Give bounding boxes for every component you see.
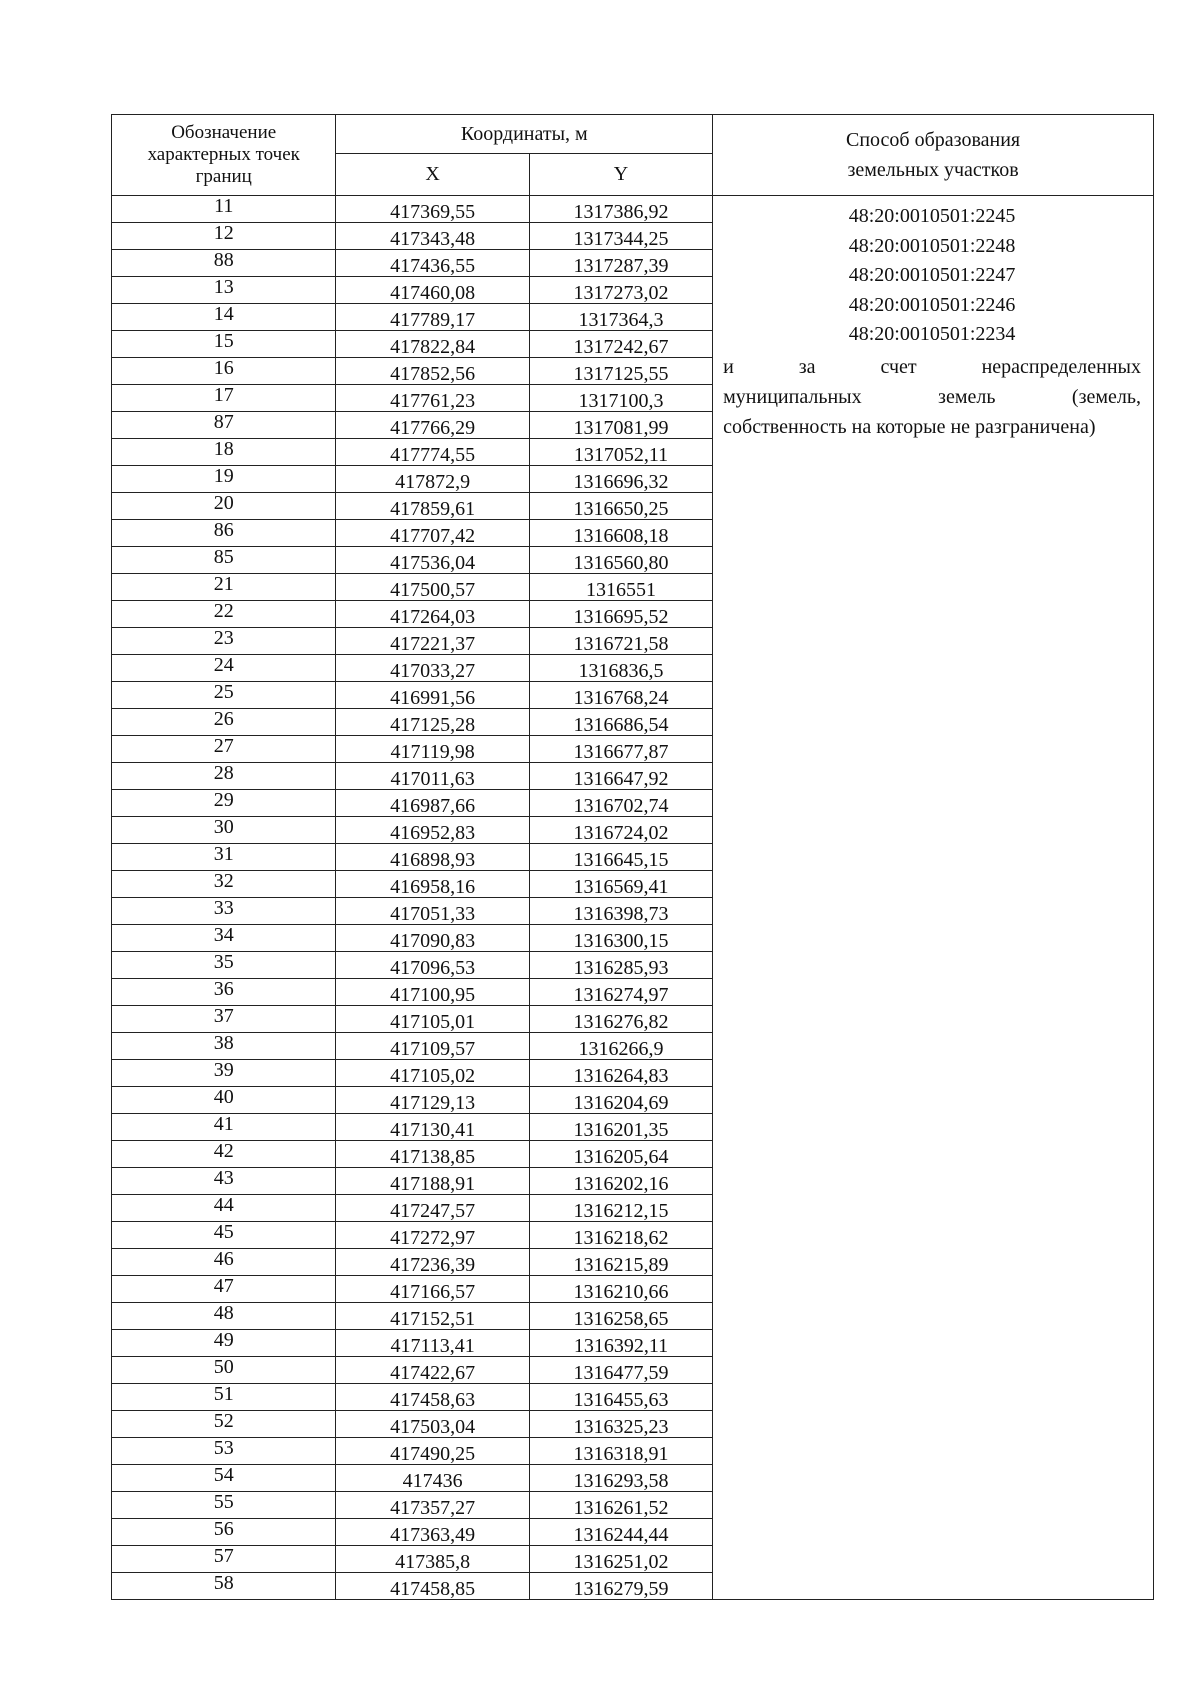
point-id-cell: 42: [112, 1141, 336, 1168]
method-note-word: муниципальных: [723, 385, 862, 408]
header-point-designation: [112, 115, 336, 196]
y-coordinate-cell: 1317287,39: [529, 250, 712, 277]
y-coordinate-cell: 1316204,69: [529, 1087, 712, 1114]
point-id-cell: 87: [112, 412, 336, 439]
point-id-cell: 14: [112, 304, 336, 331]
y-coordinate-cell: 1316215,89: [529, 1249, 712, 1276]
point-id-cell: 15: [112, 331, 336, 358]
x-coordinate-cell: 417109,57: [336, 1033, 529, 1060]
y-coordinate-cell: 1316318,91: [529, 1438, 712, 1465]
y-coordinate-cell: 1317273,02: [529, 277, 712, 304]
x-coordinate-cell: 417264,03: [336, 601, 529, 628]
cadastral-number: 48:20:0010501:2246: [848, 293, 1016, 316]
point-id-cell: 55: [112, 1492, 336, 1519]
y-coordinate-cell: 1316274,97: [529, 979, 712, 1006]
x-coordinate-cell: 417503,04: [336, 1411, 529, 1438]
point-id-cell: 54: [112, 1465, 336, 1492]
method-note-word: (земель,: [1071, 385, 1141, 408]
x-coordinate-cell: 417852,56: [336, 358, 529, 385]
y-coordinate-cell: 1316696,32: [529, 466, 712, 493]
x-coordinate-cell: 417766,29: [336, 412, 529, 439]
x-coordinate-cell: 417460,08: [336, 277, 529, 304]
table-row: [112, 196, 1154, 223]
x-coordinate-cell: 417188,91: [336, 1168, 529, 1195]
point-id-cell: 41: [112, 1114, 336, 1141]
y-coordinate-cell: 1316645,15: [529, 844, 712, 871]
table-body: [112, 196, 1154, 1600]
y-coordinate-cell: 1316202,16: [529, 1168, 712, 1195]
point-id-cell: 53: [112, 1438, 336, 1465]
y-coordinate-cell: 1316650,25: [529, 493, 712, 520]
x-coordinate-cell: 417822,84: [336, 331, 529, 358]
point-id-cell: 35: [112, 952, 336, 979]
point-id-cell: 16: [112, 358, 336, 385]
point-id-cell: 48: [112, 1303, 336, 1330]
x-coordinate-cell: 417436: [336, 1465, 529, 1492]
method-note-word: нераспределенных: [981, 355, 1141, 378]
method-note-word: и: [723, 355, 734, 378]
point-id-cell: 29: [112, 790, 336, 817]
method-note-line: [723, 382, 1141, 412]
x-coordinate-cell: 417536,04: [336, 547, 529, 574]
y-coordinate-cell: 1316210,66: [529, 1276, 712, 1303]
header-point-line: характерных точек: [147, 144, 300, 165]
x-coordinate-cell: 417138,85: [336, 1141, 529, 1168]
point-id-cell: 52: [112, 1411, 336, 1438]
point-id-cell: 57: [112, 1546, 336, 1573]
x-coordinate-cell: 417011,63: [336, 763, 529, 790]
y-coordinate-cell: 1316293,58: [529, 1465, 712, 1492]
y-coordinate-cell: 1316836,5: [529, 655, 712, 682]
x-coordinate-cell: 417247,57: [336, 1195, 529, 1222]
x-coordinate-cell: 417422,67: [336, 1357, 529, 1384]
point-id-cell: 27: [112, 736, 336, 763]
point-id-cell: 34: [112, 925, 336, 952]
point-id-cell: 28: [112, 763, 336, 790]
y-coordinate-cell: 1317344,25: [529, 223, 712, 250]
cadastral-number: 48:20:0010501:2247: [848, 264, 1016, 286]
y-coordinate-cell: 1316212,15: [529, 1195, 712, 1222]
x-coordinate-cell: 417129,13: [336, 1087, 529, 1114]
x-coordinate-cell: 416987,66: [336, 790, 529, 817]
point-id-cell: 31: [112, 844, 336, 871]
y-coordinate-cell: 1316218,62: [529, 1222, 712, 1249]
y-coordinate-cell: 1317100,3: [529, 385, 712, 412]
y-coordinate-cell: 1316560,80: [529, 547, 712, 574]
y-coordinate-cell: 1316300,15: [529, 925, 712, 952]
point-id-cell: 38: [112, 1033, 336, 1060]
header-method-line: Способ образования: [846, 129, 1021, 151]
x-coordinate-cell: 417436,55: [336, 250, 529, 277]
cadastral-number: 48:20:0010501:2234: [848, 323, 1016, 345]
point-id-cell: 32: [112, 871, 336, 898]
x-coordinate-cell: 417500,57: [336, 574, 529, 601]
point-id-cell: 45: [112, 1222, 336, 1249]
y-coordinate-cell: 1317125,55: [529, 358, 712, 385]
point-id-cell: 22: [112, 601, 336, 628]
x-coordinate-cell: 417221,37: [336, 628, 529, 655]
header-method-line: земельных участков: [847, 159, 1019, 181]
point-id-cell: 12: [112, 223, 336, 250]
x-coordinate-cell: 417707,42: [336, 520, 529, 547]
y-coordinate-cell: 1316398,73: [529, 898, 712, 925]
y-coordinate-cell: 1316244,44: [529, 1519, 712, 1546]
header-x: X: [336, 154, 529, 196]
header-y: Y: [529, 154, 712, 196]
method-note-word: счет: [880, 355, 917, 378]
x-coordinate-cell: 416898,93: [336, 844, 529, 871]
y-coordinate-cell: 1316569,41: [529, 871, 712, 898]
y-coordinate-cell: 1316264,83: [529, 1060, 712, 1087]
x-coordinate-cell: 417152,51: [336, 1303, 529, 1330]
x-coordinate-cell: 417369,55: [336, 196, 529, 223]
y-coordinate-cell: 1316261,52: [529, 1492, 712, 1519]
point-id-cell: 30: [112, 817, 336, 844]
x-coordinate-cell: 417051,33: [336, 898, 529, 925]
x-coordinate-cell: 417166,57: [336, 1276, 529, 1303]
point-id-cell: 46: [112, 1249, 336, 1276]
method-note: [723, 352, 1141, 442]
x-coordinate-cell: 417761,23: [336, 385, 529, 412]
y-coordinate-cell: 1316695,52: [529, 601, 712, 628]
x-coordinate-cell: 417105,02: [336, 1060, 529, 1087]
cadastral-number: 48:20:0010501:2248: [848, 234, 1016, 257]
y-coordinate-cell: 1317052,11: [529, 439, 712, 466]
method-note-word: земель: [938, 385, 996, 408]
method-note-line: [723, 412, 1141, 442]
y-coordinate-cell: 1316721,58: [529, 628, 712, 655]
x-coordinate-cell: 417033,27: [336, 655, 529, 682]
point-id-cell: 51: [112, 1384, 336, 1411]
y-coordinate-cell: 1317386,92: [529, 196, 712, 223]
cadastral-number: 48:20:0010501:2245: [848, 205, 1016, 227]
point-id-cell: 88: [112, 250, 336, 277]
point-id-cell: 50: [112, 1357, 336, 1384]
point-id-cell: 25: [112, 682, 336, 709]
y-coordinate-cell: 1316285,93: [529, 952, 712, 979]
y-coordinate-cell: 1316677,87: [529, 736, 712, 763]
y-coordinate-cell: 1316647,92: [529, 763, 712, 790]
x-coordinate-cell: 417859,61: [336, 493, 529, 520]
y-coordinate-cell: 1317081,99: [529, 412, 712, 439]
y-coordinate-cell: 1316279,59: [529, 1573, 712, 1600]
y-coordinate-cell: 1316205,64: [529, 1141, 712, 1168]
point-id-cell: 86: [112, 520, 336, 547]
x-coordinate-cell: 417458,63: [336, 1384, 529, 1411]
point-id-cell: 39: [112, 1060, 336, 1087]
y-coordinate-cell: 1317364,3: [529, 304, 712, 331]
x-coordinate-cell: 417272,97: [336, 1222, 529, 1249]
x-coordinate-cell: 417096,53: [336, 952, 529, 979]
x-coordinate-cell: 417119,98: [336, 736, 529, 763]
x-coordinate-cell: 416952,83: [336, 817, 529, 844]
y-coordinate-cell: 1316686,54: [529, 709, 712, 736]
y-coordinate-cell: 1316258,65: [529, 1303, 712, 1330]
header-point-line: Обозначение: [171, 122, 277, 143]
x-coordinate-cell: 417490,25: [336, 1438, 529, 1465]
y-coordinate-cell: 1316551: [529, 574, 712, 601]
point-id-cell: 17: [112, 385, 336, 412]
point-id-cell: 36: [112, 979, 336, 1006]
x-coordinate-cell: 417130,41: [336, 1114, 529, 1141]
method-cell: [713, 196, 1154, 1600]
point-id-cell: 44: [112, 1195, 336, 1222]
x-coordinate-cell: 417090,83: [336, 925, 529, 952]
y-coordinate-cell: 1316477,59: [529, 1357, 712, 1384]
point-id-cell: 21: [112, 574, 336, 601]
x-coordinate-cell: 417105,01: [336, 1006, 529, 1033]
y-coordinate-cell: 1316768,24: [529, 682, 712, 709]
y-coordinate-cell: 1316325,23: [529, 1411, 712, 1438]
x-coordinate-cell: 417343,48: [336, 223, 529, 250]
table-header: [112, 115, 1154, 196]
point-id-cell: 85: [112, 547, 336, 574]
x-coordinate-cell: 417363,49: [336, 1519, 529, 1546]
point-id-cell: 26: [112, 709, 336, 736]
y-coordinate-cell: 1316455,63: [529, 1384, 712, 1411]
point-id-cell: 56: [112, 1519, 336, 1546]
y-coordinate-cell: 1316266,9: [529, 1033, 712, 1060]
y-coordinate-cell: 1316276,82: [529, 1006, 712, 1033]
y-coordinate-cell: 1316251,02: [529, 1546, 712, 1573]
method-note-word: за: [798, 355, 816, 378]
point-id-cell: 43: [112, 1168, 336, 1195]
y-coordinate-cell: 1316702,74: [529, 790, 712, 817]
point-id-cell: 33: [112, 898, 336, 925]
y-coordinate-cell: 1316608,18: [529, 520, 712, 547]
x-coordinate-cell: 417100,95: [336, 979, 529, 1006]
x-coordinate-cell: 417357,27: [336, 1492, 529, 1519]
x-coordinate-cell: 416958,16: [336, 871, 529, 898]
x-coordinate-cell: 417113,41: [336, 1330, 529, 1357]
x-coordinate-cell: 417872,9: [336, 466, 529, 493]
x-coordinate-cell: 416991,56: [336, 682, 529, 709]
point-id-cell: 18: [112, 439, 336, 466]
point-id-cell: 13: [112, 277, 336, 304]
coordinates-table: [111, 114, 1154, 1600]
x-coordinate-cell: 417236,39: [336, 1249, 529, 1276]
point-id-cell: 37: [112, 1006, 336, 1033]
y-coordinate-cell: 1316201,35: [529, 1114, 712, 1141]
header-point-line: границ: [195, 166, 252, 187]
x-coordinate-cell: 417789,17: [336, 304, 529, 331]
point-id-cell: 20: [112, 493, 336, 520]
header-coordinates: Координаты, м: [336, 115, 713, 154]
point-id-cell: 58: [112, 1573, 336, 1600]
y-coordinate-cell: 1316724,02: [529, 817, 712, 844]
x-coordinate-cell: 417125,28: [336, 709, 529, 736]
x-coordinate-cell: 417774,55: [336, 439, 529, 466]
point-id-cell: 47: [112, 1276, 336, 1303]
header-method: [713, 115, 1154, 196]
point-id-cell: 19: [112, 466, 336, 493]
y-coordinate-cell: 1316392,11: [529, 1330, 712, 1357]
y-coordinate-cell: 1317242,67: [529, 331, 712, 358]
point-id-cell: 49: [112, 1330, 336, 1357]
point-id-cell: 24: [112, 655, 336, 682]
point-id-cell: 23: [112, 628, 336, 655]
method-note-word: собственность на которые не разграничена): [723, 415, 1096, 438]
x-coordinate-cell: 417458,85: [336, 1573, 529, 1600]
x-coordinate-cell: 417385,8: [336, 1546, 529, 1573]
point-id-cell: 40: [112, 1087, 336, 1114]
method-note-line: [723, 352, 1141, 382]
point-id-cell: 11: [112, 196, 336, 223]
